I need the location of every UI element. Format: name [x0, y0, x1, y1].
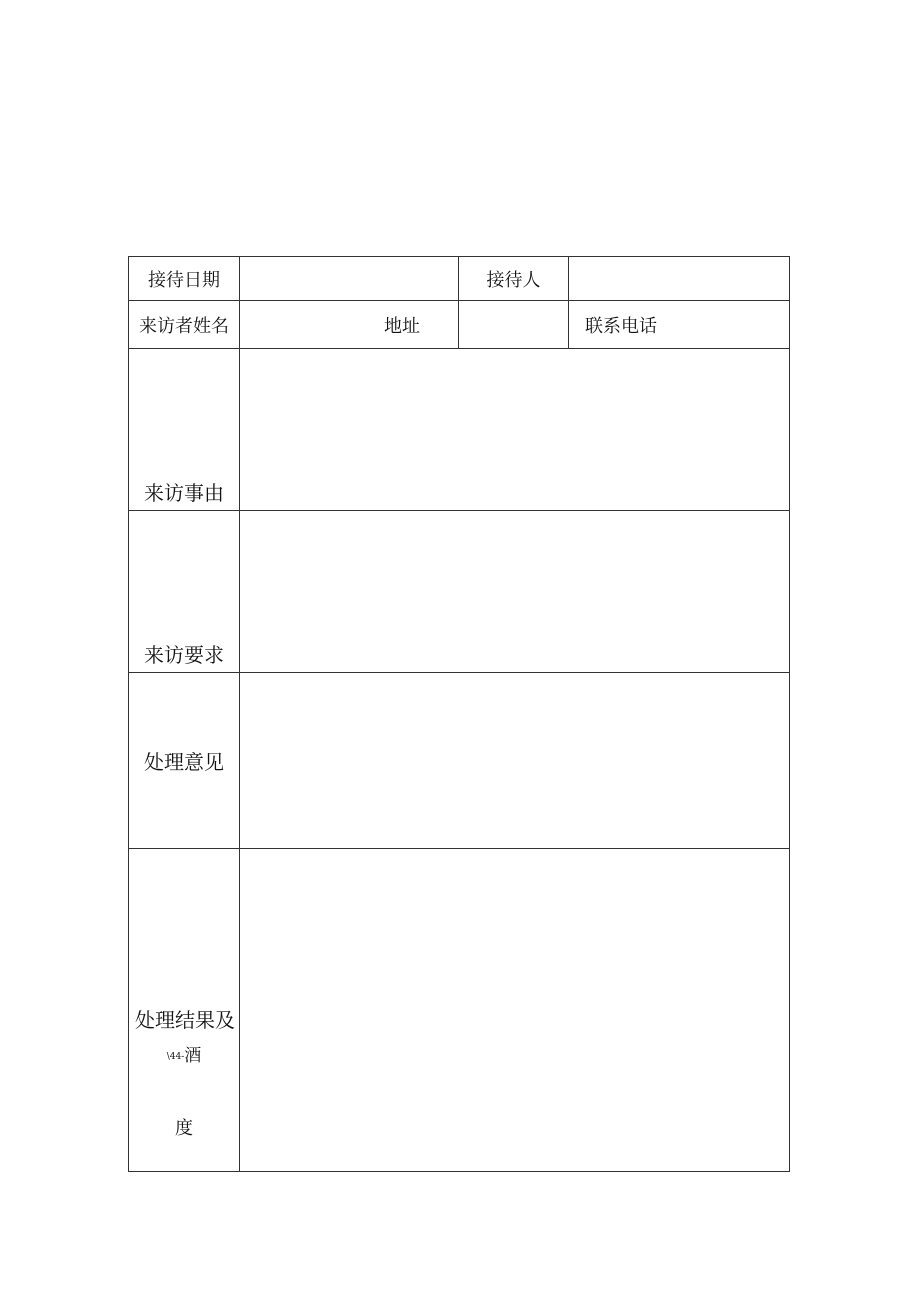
handling-result-label-line2-char: 酒: [184, 1046, 202, 1066]
handling-result-label-line2: [129, 1041, 239, 1066]
handling-result-label-line3: 度: [175, 1118, 193, 1139]
visitor-reception-form: [128, 256, 790, 1172]
reception-date-field[interactable]: [240, 257, 459, 301]
phone-label: 联系电话: [569, 301, 790, 349]
handling-result-label-line1: 处理结果及: [135, 1008, 235, 1032]
reception-date-label: 接待日期: [129, 257, 240, 301]
row-visit-reason: [129, 349, 790, 511]
row-handling-result: [129, 849, 790, 1172]
handling-result-field[interactable]: [240, 849, 790, 1172]
visit-request-field[interactable]: [240, 511, 790, 673]
handling-opinion-field[interactable]: [240, 673, 790, 849]
handling-result-label-cell: [129, 849, 240, 1172]
visit-reason-field[interactable]: [240, 349, 790, 511]
handling-result-label-line2-small: \44-: [166, 1052, 185, 1062]
row-handling-opinion: [129, 673, 790, 849]
row-reception: [129, 257, 790, 301]
address-field[interactable]: [459, 301, 569, 349]
row-visit-request: [129, 511, 790, 673]
handling-opinion-label: 处理意见: [129, 673, 240, 849]
address-label: 地址: [240, 301, 459, 349]
visit-request-label: 来访要求: [129, 511, 240, 673]
receptionist-field[interactable]: [569, 257, 790, 301]
visit-reason-label: 来访事由: [129, 349, 240, 511]
receptionist-label: 接待人: [459, 257, 569, 301]
handling-result-label: [129, 849, 239, 1171]
row-visitor: [129, 301, 790, 349]
visitor-name-label: 来访者姓名: [129, 301, 240, 349]
